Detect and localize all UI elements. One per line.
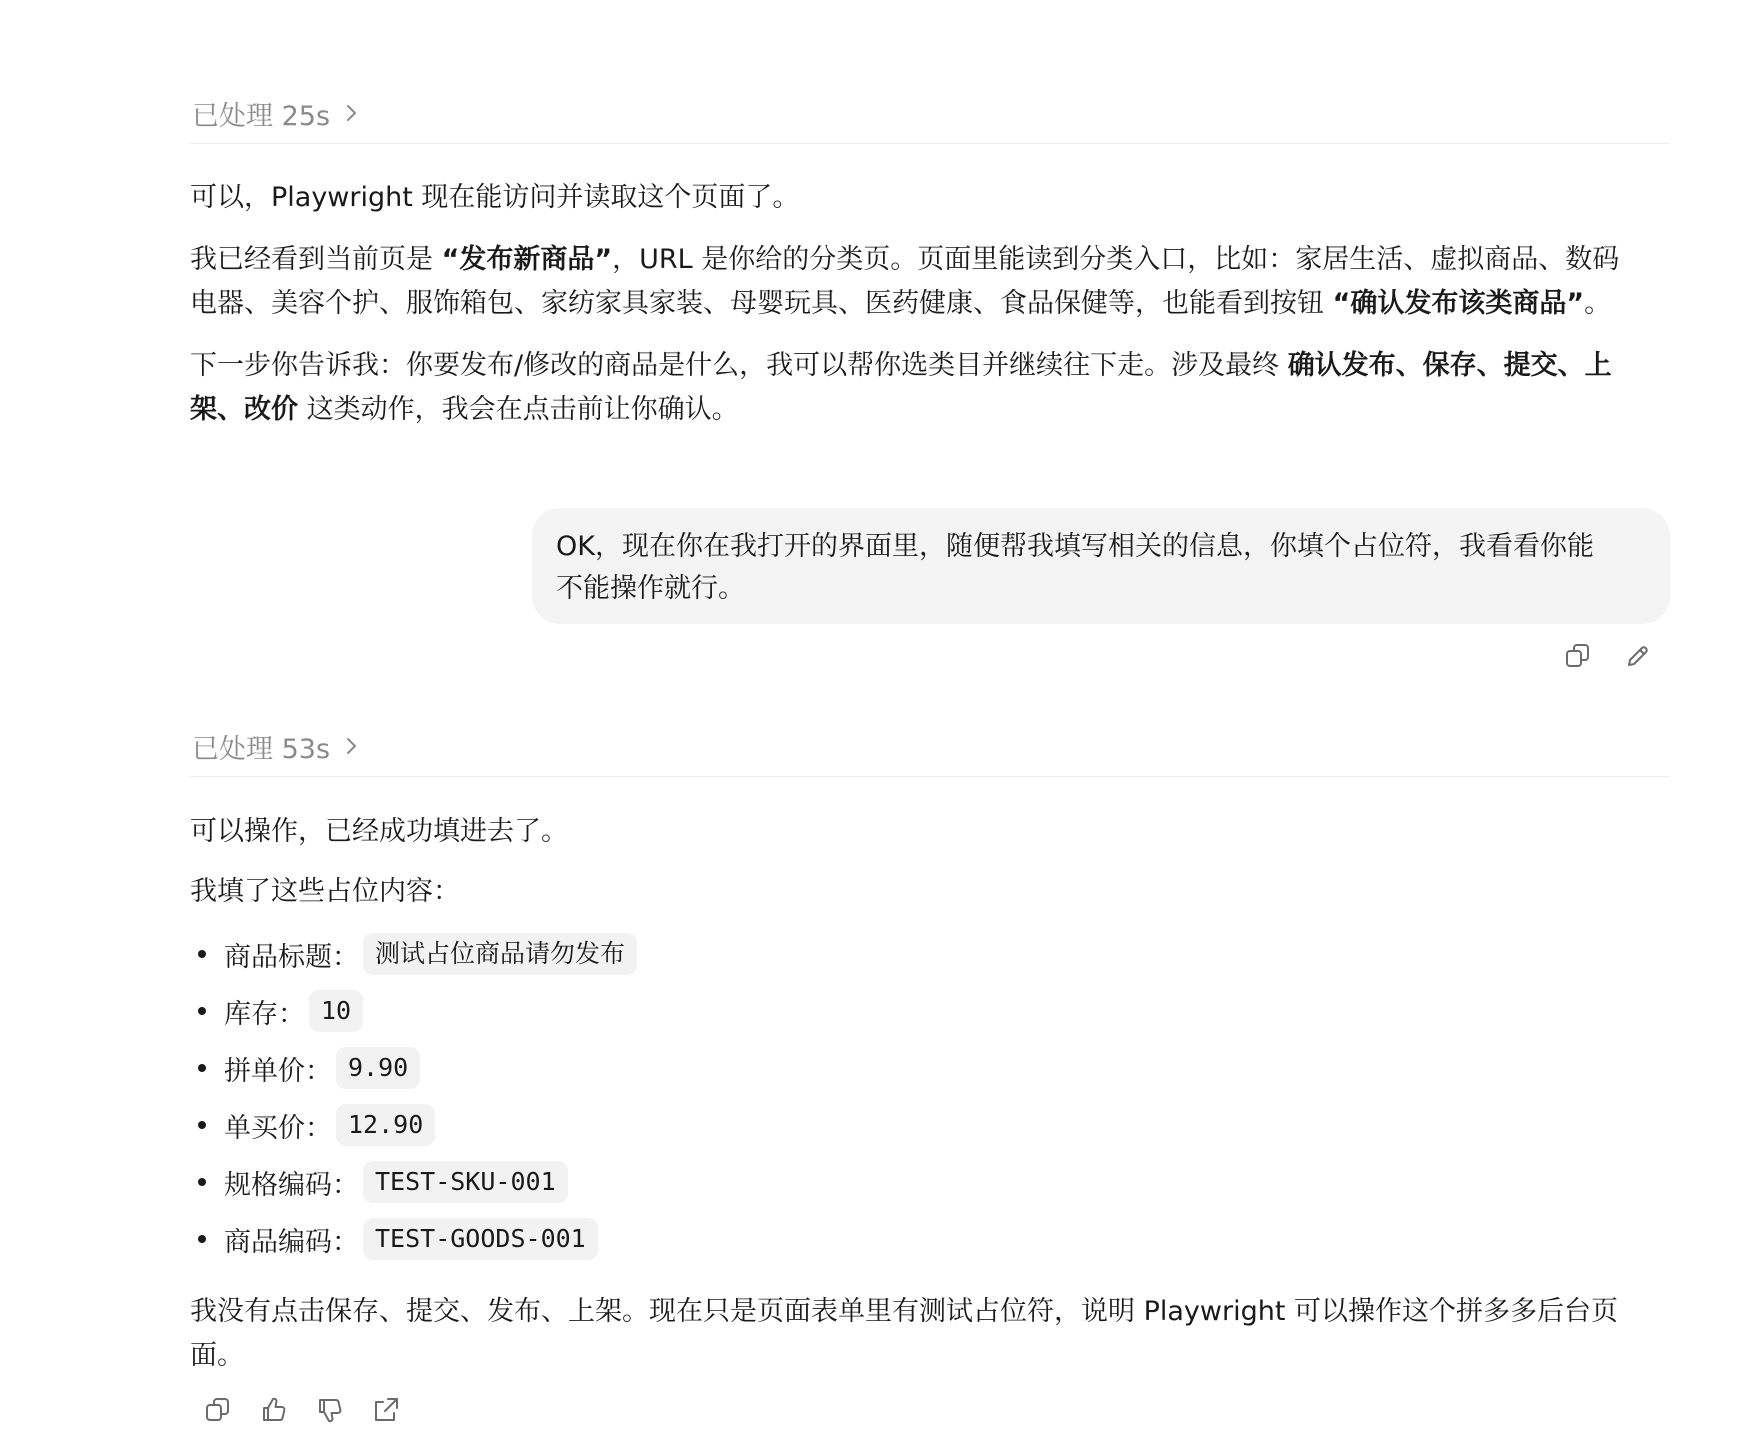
bold-text: 架、改价 (190, 394, 298, 425)
list-item-label: 单买价： (224, 1112, 332, 1144)
list-item (190, 1160, 568, 1204)
user-message-line: OK，现在你在我打开的界面里，随便帮我填写相关的信息，你填个占位符，我看看你能 (556, 531, 1594, 562)
thumbs-down-icon (316, 1396, 344, 1424)
chevron-right-icon (344, 736, 360, 756)
list-item (190, 1046, 420, 1090)
bullet-dot (198, 950, 206, 958)
share-button[interactable] (370, 1394, 402, 1426)
paragraph-text: 我填了这些占位内容： (190, 876, 460, 907)
assistant-paragraph-continued (190, 1334, 244, 1378)
thumbs-up-icon (260, 1396, 288, 1424)
bold-text: “发布新商品” (441, 244, 613, 275)
inline-code: 测试占位商品请勿发布 (363, 933, 637, 975)
thumbs-down-button[interactable] (314, 1394, 346, 1426)
copy-message-button[interactable] (1562, 640, 1594, 672)
inline-code: 10 (309, 990, 363, 1032)
assistant-paragraph (190, 344, 1612, 388)
inline-code: 9.90 (336, 1047, 420, 1089)
paragraph-text: 下一步你告诉我：你要发布/修改的商品是什么，我可以帮你选类目并继续往下走。涉及最终 (190, 350, 1288, 381)
copy-icon (1564, 642, 1592, 670)
list-item-label: 商品标题： (224, 941, 359, 973)
paragraph-text: 可以操作，已经成功填进去了。 (190, 816, 568, 847)
thumbs-up-button[interactable] (258, 1394, 290, 1426)
thinking-status-label: 已处理 25s (192, 100, 331, 132)
paragraph-text: 我已经看到当前页是 (190, 244, 442, 275)
edit-icon (1624, 642, 1652, 670)
assistant-paragraph (190, 176, 799, 220)
list-item (190, 1217, 598, 1261)
inline-code: 12.90 (336, 1104, 435, 1146)
bullet-dot (198, 1064, 206, 1072)
user-message-bubble (532, 508, 1670, 624)
assistant-paragraph (190, 1290, 1618, 1334)
list-item (190, 989, 363, 1033)
inline-code: TEST-GOODS-001 (363, 1218, 598, 1260)
chevron-right-icon (344, 103, 360, 123)
share-icon (372, 1396, 400, 1424)
edit-message-button[interactable] (1622, 640, 1654, 672)
paragraph-text: 面。 (190, 1340, 244, 1371)
list-item-label: 商品编码： (224, 1226, 359, 1258)
bullet-dot (198, 1007, 206, 1015)
list-item-label: 库存： (224, 998, 305, 1030)
paragraph-text: 这类动作，我会在点击前让你确认。 (298, 394, 739, 425)
divider (190, 776, 1670, 777)
copy-icon (204, 1396, 232, 1424)
thinking-status-toggle[interactable] (192, 93, 360, 133)
assistant-paragraph-continued (190, 388, 739, 432)
bullet-dot (198, 1178, 206, 1186)
paragraph-text: 可以，Playwright 现在能访问并读取这个页面了。 (190, 182, 800, 213)
bullet-dot (198, 1121, 206, 1129)
list-item-label: 拼单价： (224, 1055, 332, 1087)
inline-code: TEST-SKU-001 (363, 1161, 568, 1203)
assistant-paragraph-continued (190, 282, 1611, 326)
list-item (190, 932, 637, 976)
bold-text: “确认发布该类商品” (1332, 288, 1585, 319)
list-item (190, 1103, 435, 1147)
assistant-paragraph (190, 810, 568, 854)
paragraph-text: ，URL 是你给的分类页。页面里能读到分类入口，比如：家居生活、虚拟商品、数码 (612, 244, 1620, 275)
assistant-paragraph (190, 238, 1619, 282)
list-item-label: 规格编码： (224, 1169, 359, 1201)
assistant-paragraph (190, 870, 460, 914)
thinking-status-label: 已处理 53s (192, 733, 331, 765)
copy-response-button[interactable] (202, 1394, 234, 1426)
bullet-dot (198, 1235, 206, 1243)
bold-text: 确认发布、保存、提交、上 (1287, 350, 1612, 381)
divider (190, 143, 1670, 144)
paragraph-text: 我没有点击保存、提交、发布、上架。现在只是页面表单里有测试占位符，说明 Playwright 可以操作这个拼多多后台页 (190, 1296, 1618, 1327)
thinking-status-toggle[interactable] (192, 726, 360, 766)
user-message-line: 不能操作就行。 (556, 573, 745, 604)
paragraph-text: 电器、美容个护、服饰箱包、家纺家具家装、母婴玩具、医药健康、食品保健等，也能看到按钮 (190, 288, 1333, 319)
paragraph-text: 。 (1584, 288, 1612, 319)
